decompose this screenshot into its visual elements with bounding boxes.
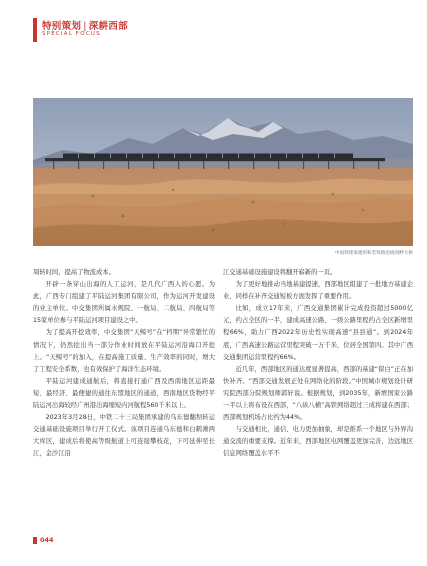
paragraph: 为了更好地推动当地基建提速，西部地区组建了一批地方基建企业，同样在补齐交通短板方面发挥了重要作用。 [223,281,413,301]
page-number: 044 [40,536,54,544]
paragraph: 2023年3月28日，中铁二十三局集团承建的乌东德翻坝转运交通基础设施项目举行开工仪式。该项目连通乌东德和白鹤滩两大库区，建成后将使高等级航道上可连接攀枝花，下可延伸至长江，金沙江沿 [33,414,215,458]
paragraph: 江交通基础设施建设将翻开崭新的一页。 [223,269,337,276]
header-accent-bar [33,18,37,42]
article-right-column [223,267,413,461]
title-separator: | [83,21,87,32]
paragraph: 近几年，西部地区的通达度显著提高，西部的基建“留白”正在加快补齐。“西部交通发展正处在网络化的阶段。”中国城市规划设计研究院西部分院规划师郭轩说。根据规划，到2035年，新增国家公路一半以上将布设在西部，“八纵八横”高铁网络超过三成将建在西部；西部规划机场占比约为44%。 [223,365,413,422]
paragraph: 与交通相比，通信、电力更加抽象，却是推系一个地区与外界沟通交流的重要支撑。近年来，西部地区电网覆盖更加完善，边远地区信息网络覆盖水平不 [223,426,413,458]
section-subtitle: SPECIAL FOCUS [42,31,101,37]
topic-label: 深耕西部 [88,21,128,32]
desert-train-landscape-image [33,98,413,246]
article-left-column [33,267,215,461]
railway-bridge-photo [33,98,413,246]
paragraph: 开辟一条穿山出海的人工运河，是几代广西人的心愿。为此，广西专门组建了平陆运河集团有限公司，作为运河开发建设的业主单位。中交集团所属水规院、一航局、二航局、四航局等15家单位参与平陆运河项目建设之中。 [33,281,215,325]
section-label: 特别策划 [42,21,82,32]
page-number-marker [33,537,37,544]
paragraph: 为了提高开挖效率，中交集团“天鲸号”在“档期”异常繁忙的情况下，仍然挖出当一部分作业时间放在平陆运河沿海口开挖上。“天鲸号”的加入，在提高施工质量、生产效率的同时，增大了工程安全系数，也有效保护了海洋生态环境。 [33,329,215,373]
paragraph: 周转时间，提高了物流成本。 [33,269,115,276]
section-title [42,18,128,32]
paragraph: 比如，成立17年来，广西交通集团累计完成投资超过5000亿元，约占全区的一半，建成高速公路、一级公路里程约占全区新增里程66%，助力广西2022年历史性实现高速“县县通”。到2024年底，广西高速公路运营里程突破一万千米，位居全国第四。其中广西交通集团运营里程约66%。 [223,305,413,361]
paragraph: 平陆运河建成通航后，将直接打通广西及西南地区运距最短、最经济、最便捷的通往东盟地区的通道，西南地区货物经平陆运河出海较经广州港出海缩短内河航程560千米以上。 [33,377,215,410]
page-header [33,18,413,48]
photo-caption: 中国铁建承建的和若铁路沿线河畔大桥 [334,251,413,256]
